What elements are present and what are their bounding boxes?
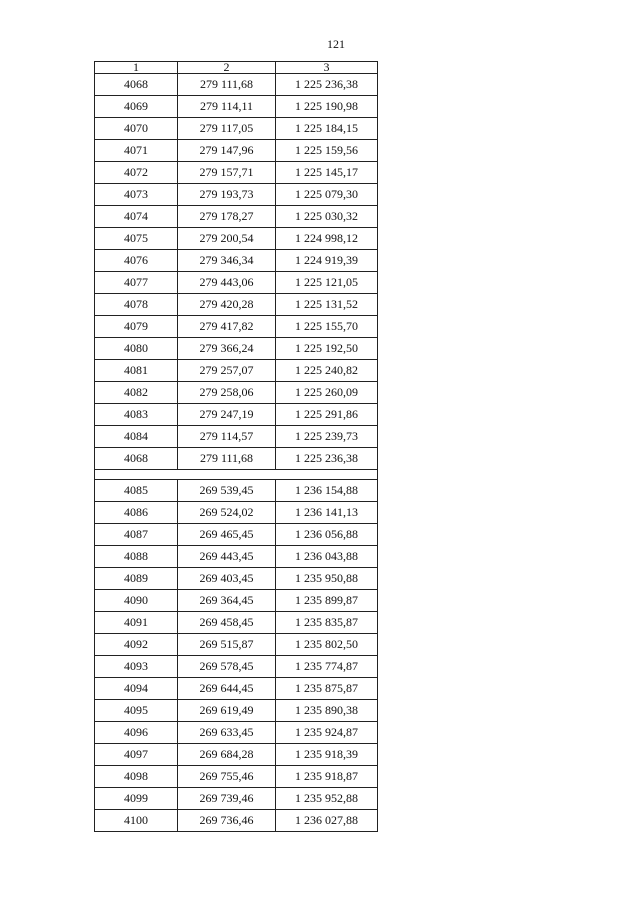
- cell-x-coordinate: 279 147,96: [178, 140, 276, 162]
- table-row: [95, 448, 378, 470]
- cell-x-coordinate: 269 403,45: [178, 568, 276, 590]
- table-row: [95, 228, 378, 250]
- cell-x-coordinate: 279 117,05: [178, 118, 276, 140]
- cell-x-coordinate: 279 193,73: [178, 184, 276, 206]
- page-number: 121: [327, 37, 345, 51]
- cell-y-coordinate: 1 225 192,50: [276, 338, 378, 360]
- cell-y-coordinate: 1 235 890,38: [276, 700, 378, 722]
- cell-x-coordinate: 269 644,45: [178, 678, 276, 700]
- cell-x-coordinate: 269 524,02: [178, 502, 276, 524]
- cell-y-coordinate: 1 235 875,87: [276, 678, 378, 700]
- cell-x-coordinate: 269 458,45: [178, 612, 276, 634]
- table-row: [95, 184, 378, 206]
- cell-point-number: 4079: [95, 316, 178, 338]
- cell-x-coordinate: 279 346,34: [178, 250, 276, 272]
- table-row: [95, 634, 378, 656]
- cell-x-coordinate: 279 114,57: [178, 426, 276, 448]
- cell-y-coordinate: 1 235 952,88: [276, 788, 378, 810]
- cell-y-coordinate: 1 235 802,50: [276, 634, 378, 656]
- cell-y-coordinate: 1 225 030,32: [276, 206, 378, 228]
- table-row: [95, 206, 378, 228]
- cell-y-coordinate: 1 235 924,87: [276, 722, 378, 744]
- table-row: [95, 338, 378, 360]
- cell-x-coordinate: 279 114,11: [178, 96, 276, 118]
- cell-point-number: 4071: [95, 140, 178, 162]
- cell-x-coordinate: 279 111,68: [178, 74, 276, 96]
- cell-point-number: 4073: [95, 184, 178, 206]
- table-row: [95, 766, 378, 788]
- cell-point-number: 4098: [95, 766, 178, 788]
- cell-y-coordinate: 1 224 998,12: [276, 228, 378, 250]
- cell-x-coordinate: 269 465,45: [178, 524, 276, 546]
- table-row: [95, 810, 378, 832]
- table-row: [95, 96, 378, 118]
- table-row: [95, 404, 378, 426]
- table-row: [95, 722, 378, 744]
- coordinates-table-body: [95, 62, 378, 832]
- coordinates-table: [94, 61, 378, 832]
- cell-point-number: 4085: [95, 480, 178, 502]
- cell-y-coordinate: 1 236 154,88: [276, 480, 378, 502]
- cell-y-coordinate: 1 225 131,52: [276, 294, 378, 316]
- cell-point-number: 4078: [95, 294, 178, 316]
- cell-x-coordinate: 269 539,45: [178, 480, 276, 502]
- separator-cell: [95, 470, 378, 480]
- cell-point-number: 4093: [95, 656, 178, 678]
- cell-point-number: 4075: [95, 228, 178, 250]
- cell-point-number: 4072: [95, 162, 178, 184]
- cell-y-coordinate: 1 225 291,86: [276, 404, 378, 426]
- cell-y-coordinate: 1 225 240,82: [276, 360, 378, 382]
- cell-point-number: 4092: [95, 634, 178, 656]
- table-row: [95, 546, 378, 568]
- table-row: [95, 162, 378, 184]
- cell-x-coordinate: 279 417,82: [178, 316, 276, 338]
- cell-point-number: 4081: [95, 360, 178, 382]
- table-row: [95, 524, 378, 546]
- cell-y-coordinate: 1 225 236,38: [276, 74, 378, 96]
- cell-point-number: 4077: [95, 272, 178, 294]
- cell-x-coordinate: 279 257,07: [178, 360, 276, 382]
- table-row: [95, 426, 378, 448]
- cell-point-number: 4068: [95, 448, 178, 470]
- table-row: [95, 118, 378, 140]
- cell-point-number: 4095: [95, 700, 178, 722]
- table-row: [95, 294, 378, 316]
- cell-y-coordinate: 1 225 260,09: [276, 382, 378, 404]
- column-header-point-number: 1: [95, 62, 178, 74]
- cell-point-number: 4087: [95, 524, 178, 546]
- cell-point-number: 4100: [95, 810, 178, 832]
- cell-point-number: 4083: [95, 404, 178, 426]
- cell-x-coordinate: 279 258,06: [178, 382, 276, 404]
- table-row: [95, 480, 378, 502]
- cell-point-number: 4070: [95, 118, 178, 140]
- cell-x-coordinate: 279 178,27: [178, 206, 276, 228]
- cell-y-coordinate: 1 235 835,87: [276, 612, 378, 634]
- cell-y-coordinate: 1 236 043,88: [276, 546, 378, 568]
- table-row: [95, 678, 378, 700]
- cell-y-coordinate: 1 235 950,88: [276, 568, 378, 590]
- cell-y-coordinate: 1 236 027,88: [276, 810, 378, 832]
- cell-y-coordinate: 1 225 145,17: [276, 162, 378, 184]
- cell-point-number: 4068: [95, 74, 178, 96]
- cell-point-number: 4076: [95, 250, 178, 272]
- cell-y-coordinate: 1 236 141,13: [276, 502, 378, 524]
- cell-x-coordinate: 269 736,46: [178, 810, 276, 832]
- separator-row: [95, 470, 378, 480]
- cell-x-coordinate: 269 619,49: [178, 700, 276, 722]
- cell-x-coordinate: 279 111,68: [178, 448, 276, 470]
- cell-y-coordinate: 1 235 918,87: [276, 766, 378, 788]
- cell-x-coordinate: 279 157,71: [178, 162, 276, 184]
- table-header-row: [95, 62, 378, 74]
- column-header-x: 2: [178, 62, 276, 74]
- cell-point-number: 4090: [95, 590, 178, 612]
- cell-x-coordinate: 279 420,28: [178, 294, 276, 316]
- cell-point-number: 4084: [95, 426, 178, 448]
- table-row: [95, 788, 378, 810]
- cell-y-coordinate: 1 225 079,30: [276, 184, 378, 206]
- cell-x-coordinate: 269 755,46: [178, 766, 276, 788]
- cell-point-number: 4080: [95, 338, 178, 360]
- cell-x-coordinate: 279 200,54: [178, 228, 276, 250]
- cell-point-number: 4088: [95, 546, 178, 568]
- column-header-y: 3: [276, 62, 378, 74]
- table-row: [95, 272, 378, 294]
- cell-y-coordinate: 1 224 919,39: [276, 250, 378, 272]
- cell-point-number: 4097: [95, 744, 178, 766]
- cell-x-coordinate: 279 247,19: [178, 404, 276, 426]
- cell-point-number: 4094: [95, 678, 178, 700]
- cell-point-number: 4074: [95, 206, 178, 228]
- cell-y-coordinate: 1 225 239,73: [276, 426, 378, 448]
- cell-x-coordinate: 279 443,06: [178, 272, 276, 294]
- table-row: [95, 590, 378, 612]
- cell-y-coordinate: 1 236 056,88: [276, 524, 378, 546]
- table-row: [95, 74, 378, 96]
- cell-point-number: 4091: [95, 612, 178, 634]
- cell-point-number: 4086: [95, 502, 178, 524]
- cell-x-coordinate: 269 578,45: [178, 656, 276, 678]
- cell-y-coordinate: 1 235 774,87: [276, 656, 378, 678]
- table-row: [95, 250, 378, 272]
- cell-point-number: 4096: [95, 722, 178, 744]
- cell-y-coordinate: 1 225 236,38: [276, 448, 378, 470]
- table-row: [95, 316, 378, 338]
- cell-point-number: 4082: [95, 382, 178, 404]
- cell-y-coordinate: 1 225 190,98: [276, 96, 378, 118]
- table-row: [95, 502, 378, 524]
- cell-x-coordinate: 269 443,45: [178, 546, 276, 568]
- cell-y-coordinate: 1 225 155,70: [276, 316, 378, 338]
- cell-y-coordinate: 1 235 918,39: [276, 744, 378, 766]
- cell-y-coordinate: 1 225 121,05: [276, 272, 378, 294]
- table-row: [95, 360, 378, 382]
- cell-point-number: 4069: [95, 96, 178, 118]
- cell-x-coordinate: 269 684,28: [178, 744, 276, 766]
- cell-x-coordinate: 269 515,87: [178, 634, 276, 656]
- cell-x-coordinate: 269 633,45: [178, 722, 276, 744]
- cell-point-number: 4089: [95, 568, 178, 590]
- cell-x-coordinate: 269 364,45: [178, 590, 276, 612]
- cell-x-coordinate: 279 366,24: [178, 338, 276, 360]
- cell-y-coordinate: 1 235 899,87: [276, 590, 378, 612]
- cell-point-number: 4099: [95, 788, 178, 810]
- table-row: [95, 382, 378, 404]
- table-row: [95, 612, 378, 634]
- table-row: [95, 140, 378, 162]
- table-row: [95, 568, 378, 590]
- cell-y-coordinate: 1 225 184,15: [276, 118, 378, 140]
- cell-y-coordinate: 1 225 159,56: [276, 140, 378, 162]
- table-row: [95, 656, 378, 678]
- table-row: [95, 744, 378, 766]
- cell-x-coordinate: 269 739,46: [178, 788, 276, 810]
- table-row: [95, 700, 378, 722]
